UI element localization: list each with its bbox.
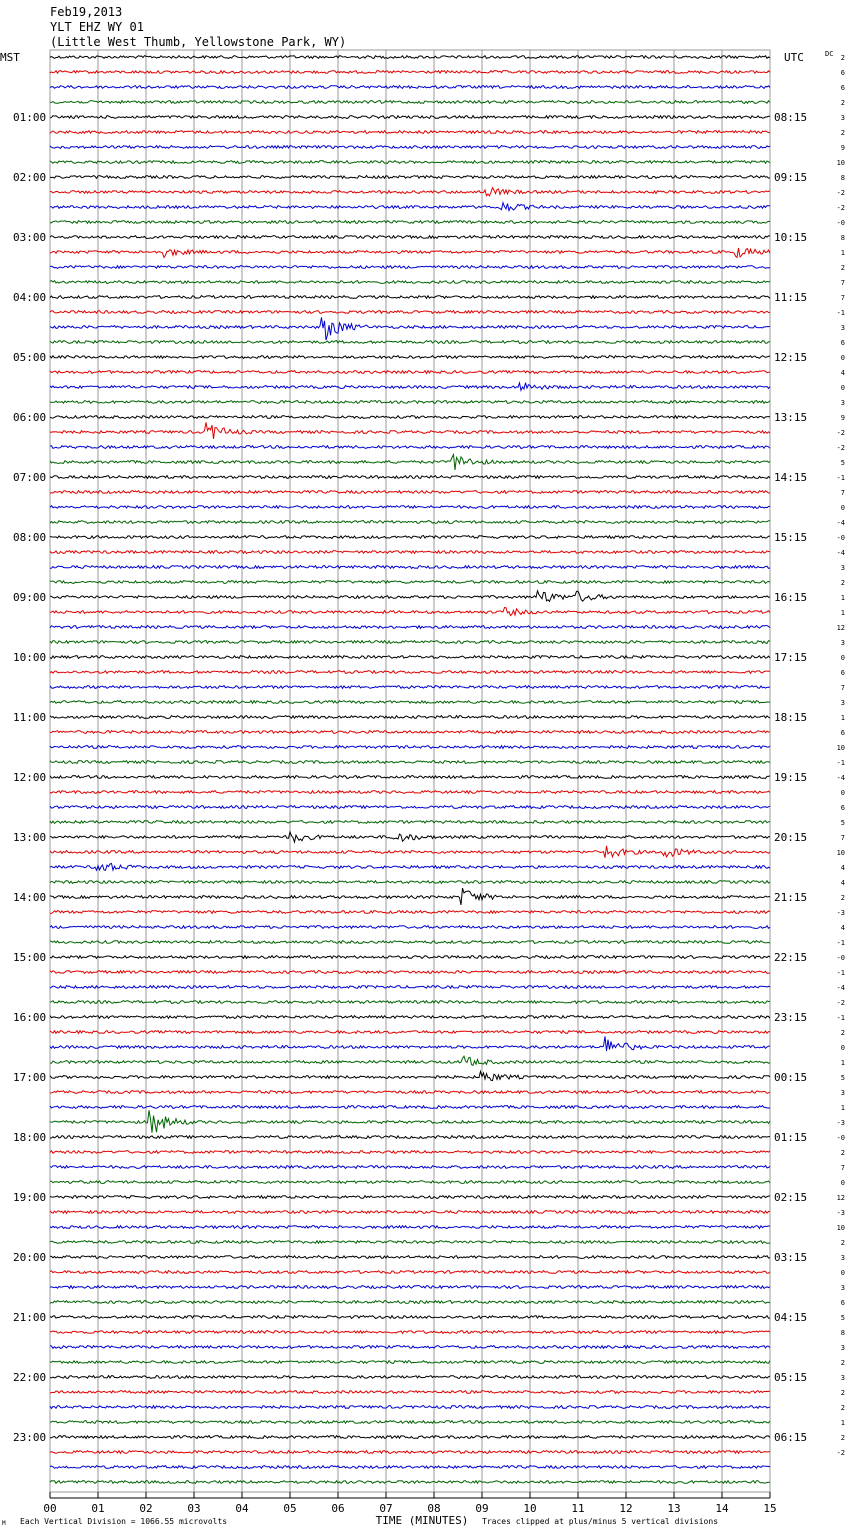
utc-hour-label: 20:15 [774, 831, 808, 844]
left-timezone-label: MST [0, 51, 20, 64]
mst-hour-label: 10:00 [13, 651, 47, 664]
x-tick-label: 11 [571, 1502, 585, 1515]
corner-mark: M [2, 1520, 6, 1527]
dc-offset-value: 2 [840, 1029, 845, 1037]
mst-hour-label: 04:00 [13, 291, 47, 304]
dc-offset-value: 7 [840, 834, 845, 842]
dc-offset-value: 9 [840, 414, 845, 422]
trace-line [50, 956, 770, 959]
trace-line [50, 236, 770, 239]
trace-line [50, 1286, 770, 1289]
dc-offset-value: 6 [840, 84, 845, 92]
dc-offset-value: 3 [840, 114, 845, 122]
dc-offset-value: 10 [836, 1224, 845, 1232]
trace-line [50, 626, 770, 629]
utc-hour-label: 05:15 [774, 1371, 808, 1384]
trace-line [50, 1056, 770, 1065]
trace-line [50, 701, 770, 704]
x-tick-label: 07 [379, 1502, 393, 1515]
trace-line [50, 1196, 770, 1199]
dc-offset-value: -0 [836, 954, 845, 962]
mst-hour-label: 01:00 [13, 111, 47, 124]
dc-offset-value: 0 [840, 384, 845, 392]
dc-offset-labels [837, 54, 845, 1457]
utc-hour-label: 22:15 [774, 951, 808, 964]
dc-offset-value: 3 [840, 699, 845, 707]
dc-offset-value: 2 [840, 1404, 845, 1412]
dc-offset-value: 1 [840, 609, 845, 617]
x-tick-label: 13 [667, 1502, 681, 1515]
dc-offset-value: 6 [840, 1299, 845, 1307]
trace-line [50, 1466, 770, 1469]
trace-line [50, 608, 770, 616]
trace-line [50, 846, 770, 858]
x-tick-label: 06 [331, 1502, 345, 1515]
utc-hour-label: 12:15 [774, 351, 808, 364]
dc-offset-value: 2 [840, 264, 845, 272]
dc-offset-value: -1 [836, 309, 845, 317]
trace-line [50, 791, 770, 794]
dc-offset-value: 3 [840, 1284, 845, 1292]
dc-offset-value: -2 [836, 429, 845, 437]
dc-offset-value: 0 [840, 354, 845, 362]
x-tick-label: 04 [235, 1502, 249, 1515]
mst-hour-label: 14:00 [13, 891, 47, 904]
mst-hour-label: 22:00 [13, 1371, 47, 1384]
trace-line [50, 641, 770, 644]
trace-line [50, 422, 770, 439]
trace-line [50, 131, 770, 134]
dc-offset-value: -1 [836, 474, 845, 482]
trace-line [50, 317, 770, 340]
trace-line [50, 1071, 770, 1080]
dc-offset-value: -2 [836, 1449, 845, 1457]
x-axis-title: TIME (MINUTES) [375, 1514, 469, 1527]
station-code: YLT EHZ WY 01 [50, 20, 144, 34]
trace-line [50, 446, 770, 449]
mst-hour-label: 16:00 [13, 1011, 47, 1024]
dc-offset-value: 6 [840, 339, 845, 347]
trace-line [50, 832, 770, 842]
dc-offset-value: -4 [836, 549, 845, 557]
trace-line [50, 1151, 770, 1154]
dc-offset-value: 3 [840, 1254, 845, 1262]
trace-line [50, 1136, 770, 1139]
x-tick-label: 02 [139, 1502, 153, 1515]
station-location: (Little West Thumb, Yellowstone Park, WY) [50, 35, 347, 49]
trace-line [50, 1316, 770, 1319]
trace-line [50, 656, 770, 659]
right-timezone-label: UTC [784, 51, 804, 64]
trace-line [50, 1481, 770, 1484]
dc-offset-value: 10 [836, 849, 845, 857]
dc-offset-value: -1 [836, 1014, 845, 1022]
dc-offset-value: 2 [840, 894, 845, 902]
trace-line [50, 581, 770, 584]
trace-line [50, 1376, 770, 1379]
x-axis [43, 1492, 776, 1515]
trace-line [50, 188, 770, 196]
trace-line [50, 551, 770, 554]
utc-hour-label: 04:15 [774, 1311, 808, 1324]
trace-line [50, 926, 770, 929]
trace-line [50, 1271, 770, 1274]
dc-offset-value: 5 [840, 459, 845, 467]
trace-line [50, 1346, 770, 1349]
trace-line [50, 266, 770, 269]
dc-offset-value: 1 [840, 714, 845, 722]
utc-hour-label: 06:15 [774, 1431, 808, 1444]
dc-offset-value: -3 [836, 1119, 845, 1127]
trace-line [50, 281, 770, 284]
dc-offset-value: -1 [836, 969, 845, 977]
trace-line [50, 863, 770, 870]
trace-line [50, 146, 770, 149]
trace-line [50, 86, 770, 89]
trace-line [50, 476, 770, 479]
dc-offset-value: 9 [840, 144, 845, 152]
trace-line [50, 911, 770, 914]
trace-line [50, 821, 770, 824]
trace-line [50, 341, 770, 344]
dc-offset-value: 12 [836, 624, 845, 632]
mst-hour-label: 19:00 [13, 1191, 47, 1204]
mst-hour-label: 05:00 [13, 351, 47, 364]
dc-offset-value: -4 [836, 984, 845, 992]
trace-line [50, 161, 770, 164]
trace-line [50, 101, 770, 104]
dc-offset-value: 3 [840, 564, 845, 572]
mst-hour-label: 20:00 [13, 1251, 47, 1264]
trace-line [50, 1256, 770, 1259]
x-tick-label: 05 [283, 1502, 297, 1515]
trace-line [50, 296, 770, 299]
dc-offset-value: 3 [840, 1374, 845, 1382]
trace-line [50, 1301, 770, 1304]
dc-offset-value: -0 [836, 1134, 845, 1142]
dc-offset-value: -1 [836, 759, 845, 767]
mst-hour-label: 21:00 [13, 1311, 47, 1324]
dc-offset-value: 12 [836, 1194, 845, 1202]
dc-offset-value: 6 [840, 669, 845, 677]
trace-line [50, 1001, 770, 1004]
utc-hour-label: 01:15 [774, 1131, 808, 1144]
dc-offset-value: 1 [840, 249, 845, 257]
trace-line [50, 776, 770, 779]
trace-line [50, 416, 770, 419]
trace-line [50, 986, 770, 989]
dc-offset-value: 1 [840, 1419, 845, 1427]
dc-offset-value: -1 [836, 939, 845, 947]
trace-line [50, 671, 770, 674]
utc-hour-label: 14:15 [774, 471, 808, 484]
dc-offset-value: 10 [836, 159, 845, 167]
mst-hour-label: 02:00 [13, 171, 47, 184]
trace-line [50, 1406, 770, 1409]
trace-line [50, 1031, 770, 1034]
utc-hour-label: 00:15 [774, 1071, 808, 1084]
trace-line [50, 1241, 770, 1244]
dc-offset-value: 0 [840, 1269, 845, 1277]
dc-offset-value: 4 [840, 924, 845, 932]
dc-offset-value: 6 [840, 804, 845, 812]
dc-offset-value: 7 [840, 684, 845, 692]
trace-line [50, 491, 770, 494]
dc-column-label: DC [825, 50, 834, 58]
trace-line [50, 1166, 770, 1169]
dc-offset-value: 0 [840, 1179, 845, 1187]
x-tick-label: 15 [763, 1502, 777, 1515]
utc-hour-label: 10:15 [774, 231, 808, 244]
trace-line [50, 1391, 770, 1394]
mst-hour-label: 08:00 [13, 531, 47, 544]
dc-offset-value: 1 [840, 1104, 845, 1112]
trace-line [50, 1091, 770, 1094]
mst-hour-label: 03:00 [13, 231, 47, 244]
dc-offset-value: 5 [840, 1314, 845, 1322]
trace-line [50, 1451, 770, 1454]
dc-offset-value: 2 [840, 54, 845, 62]
utc-hour-label: 15:15 [774, 531, 808, 544]
trace-line [50, 1361, 770, 1364]
utc-hour-label: 17:15 [774, 651, 808, 664]
dc-offset-value: 2 [840, 129, 845, 137]
dc-offset-value: 7 [840, 294, 845, 302]
mst-hour-label: 17:00 [13, 1071, 47, 1084]
trace-line [50, 1036, 770, 1051]
mst-hour-label: 15:00 [13, 951, 47, 964]
dc-offset-value: 0 [840, 1044, 845, 1052]
trace-line [50, 521, 770, 524]
dc-offset-value: -2 [836, 999, 845, 1007]
dc-offset-value: -2 [836, 204, 845, 212]
dc-offset-value: 0 [840, 504, 845, 512]
trace-line [50, 71, 770, 74]
trace-line [50, 176, 770, 179]
dc-offset-value: -2 [836, 444, 845, 452]
dc-offset-value: 0 [840, 654, 845, 662]
utc-hour-label: 16:15 [774, 591, 808, 604]
trace-line [50, 56, 770, 59]
trace-line [50, 248, 770, 258]
mst-hour-label: 18:00 [13, 1131, 47, 1144]
utc-hour-label: 08:15 [774, 111, 808, 124]
trace-line [50, 506, 770, 509]
dc-offset-value: 1 [840, 594, 845, 602]
trace-line [50, 1106, 770, 1109]
trace-line [50, 221, 770, 224]
trace-line [50, 566, 770, 569]
dc-offset-value: 5 [840, 1074, 845, 1082]
trace-line [50, 311, 770, 314]
utc-hour-label: 13:15 [774, 411, 808, 424]
trace-line [50, 686, 770, 689]
dc-offset-value: -4 [836, 519, 845, 527]
trace-line [50, 116, 770, 119]
dc-offset-value: 6 [840, 729, 845, 737]
dc-offset-value: -0 [836, 534, 845, 542]
dc-offset-value: 2 [840, 1389, 845, 1397]
trace-line [50, 731, 770, 734]
dc-offset-value: 7 [840, 279, 845, 287]
utc-hour-label: 18:15 [774, 711, 808, 724]
trace-line [50, 203, 770, 211]
trace-line [50, 716, 770, 719]
dc-offset-value: 8 [840, 1329, 845, 1337]
dc-offset-value: -3 [836, 909, 845, 917]
dc-offset-value: 3 [840, 399, 845, 407]
trace-line [50, 1226, 770, 1229]
trace-line [50, 1181, 770, 1184]
dc-offset-value: 2 [840, 579, 845, 587]
dc-offset-value: 0 [840, 789, 845, 797]
x-tick-label: 09 [475, 1502, 489, 1515]
mst-hour-label: 09:00 [13, 591, 47, 604]
trace-line [50, 888, 770, 905]
dc-offset-value: 7 [840, 489, 845, 497]
mst-hour-label: 23:00 [13, 1431, 47, 1444]
dc-offset-value: -0 [836, 219, 845, 227]
dc-offset-value: 5 [840, 819, 845, 827]
trace-line [50, 1436, 770, 1439]
plot-date: Feb19,2013 [50, 5, 123, 19]
x-tick-label: 00 [43, 1502, 57, 1515]
dc-offset-value: 4 [840, 879, 845, 887]
trace-line [50, 371, 770, 374]
x-tick-label: 08 [427, 1502, 441, 1515]
trace-line [50, 1211, 770, 1214]
x-tick-label: 01 [91, 1502, 105, 1515]
trace-line [50, 806, 770, 809]
dc-offset-value: 2 [840, 1149, 845, 1157]
dc-offset-value: 3 [840, 639, 845, 647]
dc-offset-value: 10 [836, 744, 845, 752]
dc-offset-value: 2 [840, 1239, 845, 1247]
utc-hour-label: 03:15 [774, 1251, 808, 1264]
trace-line [50, 455, 770, 470]
utc-hour-label: 09:15 [774, 171, 808, 184]
dc-offset-value: 1 [840, 1059, 845, 1067]
mst-hour-label: 11:00 [13, 711, 47, 724]
seismic-traces [50, 56, 770, 1484]
trace-line [50, 971, 770, 974]
dc-offset-value: 7 [840, 1164, 845, 1172]
utc-hour-label: 21:15 [774, 891, 808, 904]
trace-line [50, 1331, 770, 1334]
trace-line [50, 941, 770, 944]
mst-hour-label: 07:00 [13, 471, 47, 484]
dc-offset-value: -3 [836, 1209, 845, 1217]
trace-line [50, 401, 770, 404]
clip-note: Traces clipped at plus/minus 5 vertical divisions [482, 1517, 719, 1526]
dc-offset-value: 6 [840, 69, 845, 77]
utc-hour-label: 11:15 [774, 291, 808, 304]
x-tick-label: 12 [619, 1502, 633, 1515]
dc-offset-value: 4 [840, 864, 845, 872]
trace-line [50, 1016, 770, 1019]
dc-offset-value: 2 [840, 99, 845, 107]
utc-hour-label: 02:15 [774, 1191, 808, 1204]
dc-offset-value: -2 [836, 189, 845, 197]
dc-offset-value: 8 [840, 174, 845, 182]
mst-hour-label: 12:00 [13, 771, 47, 784]
scale-note: Each Vertical Division = 1066.55 microvolts [20, 1517, 228, 1526]
mst-hour-label: 13:00 [13, 831, 47, 844]
dc-offset-value: 3 [840, 324, 845, 332]
dc-offset-value: 2 [840, 1434, 845, 1442]
dc-offset-value: 3 [840, 1089, 845, 1097]
x-tick-label: 03 [187, 1502, 201, 1515]
trace-line [50, 1110, 770, 1132]
trace-line [50, 1421, 770, 1424]
utc-hour-label: 23:15 [774, 1011, 808, 1024]
trace-line [50, 383, 770, 391]
x-tick-label: 10 [523, 1502, 537, 1515]
dc-offset-value: 2 [840, 1359, 845, 1367]
trace-line [50, 761, 770, 764]
trace-line [50, 746, 770, 749]
utc-hour-label: 19:15 [774, 771, 808, 784]
dc-offset-value: -4 [836, 774, 845, 782]
mst-hour-label: 06:00 [13, 411, 47, 424]
dc-offset-value: 8 [840, 234, 845, 242]
trace-line [50, 881, 770, 884]
dc-offset-value: 3 [840, 1344, 845, 1352]
trace-line [50, 591, 770, 602]
trace-line [50, 536, 770, 539]
trace-line [50, 356, 770, 359]
x-tick-label: 14 [715, 1502, 729, 1515]
dc-offset-value: 4 [840, 369, 845, 377]
